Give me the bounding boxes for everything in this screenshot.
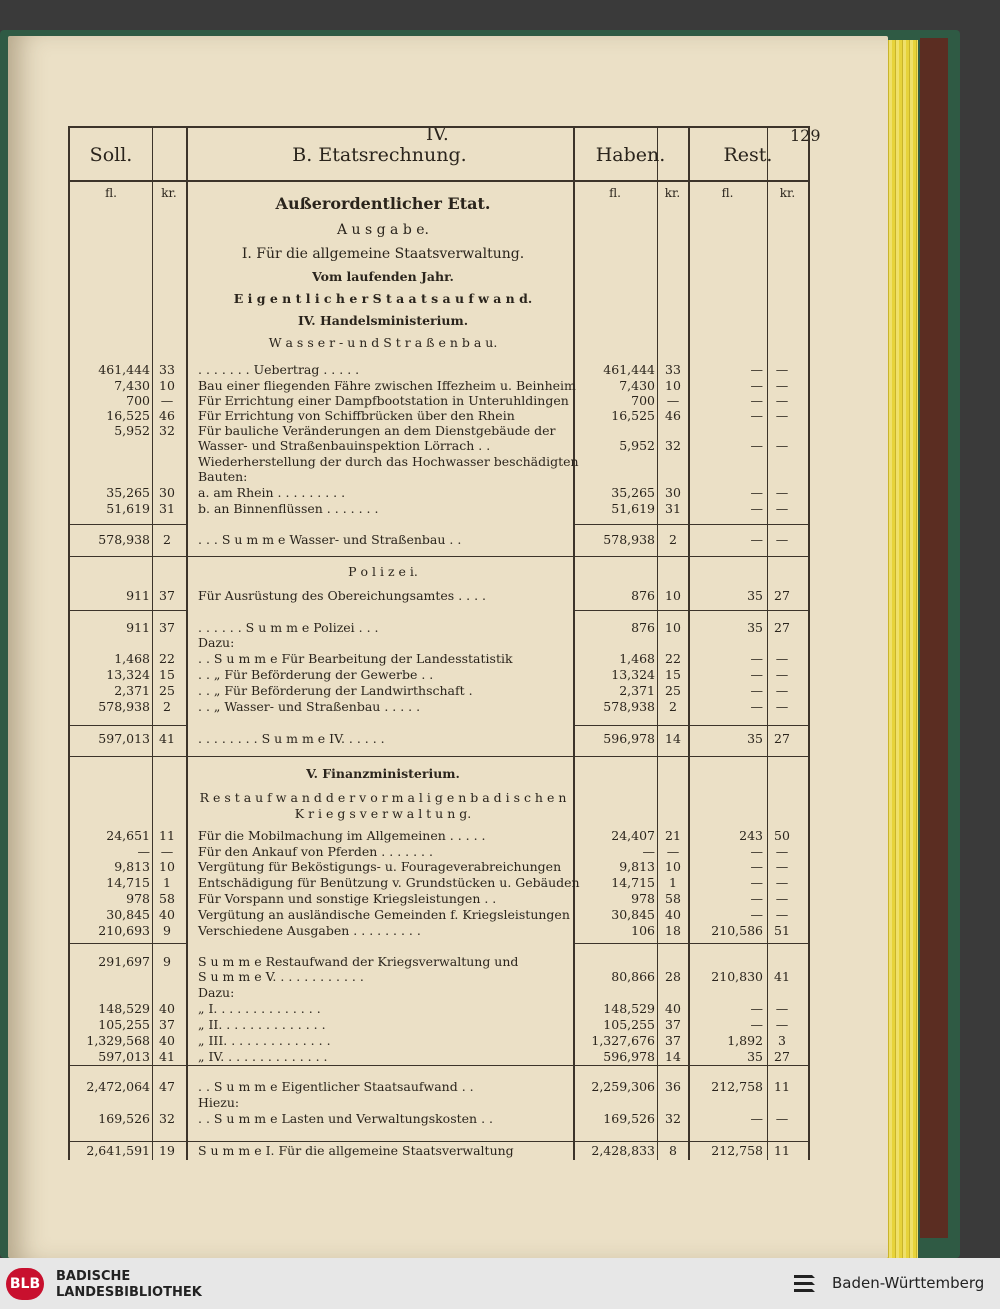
rest-kr: — (775, 907, 789, 922)
table-row (70, 469, 808, 485)
rest-kr: — (775, 1001, 789, 1016)
title-laufendes-jahr: Vom laufenden Jahr. (312, 269, 454, 284)
rest-kr: — (775, 485, 789, 500)
header-soll: Soll. (89, 144, 133, 166)
row-text: . . S u m m e Lasten und Verwaltungskosten . . (198, 1111, 493, 1126)
table-row (70, 923, 808, 939)
rule (70, 524, 186, 525)
rest-kr: 3 (778, 1033, 786, 1048)
rest-kr: 41 (774, 969, 790, 984)
table-row (70, 828, 808, 844)
rest-kr: — (775, 438, 789, 453)
haben-fl: 2,259,306 (591, 1079, 655, 1094)
haben-kr: 28 (665, 969, 681, 984)
haben-fl: 5,952 (619, 438, 655, 453)
table-row (70, 651, 808, 667)
rest-fl: — (750, 1017, 763, 1032)
row-text: „ I. . . . . . . . . . . . . . (198, 1001, 321, 1016)
row-text: . . . . . . S u m m e Polizei . . . (198, 620, 379, 635)
row-text: Entschädigung für Benützung v. Grundstücken u. Gebäuden (198, 875, 580, 890)
table-row (70, 699, 808, 715)
soll-fl: 461,444 (98, 362, 150, 377)
rule (70, 610, 186, 611)
soll-fl: 35,265 (106, 485, 150, 500)
haben-fl: 13,324 (611, 667, 655, 682)
header-haben: Haben. (595, 144, 666, 166)
soll-kr: 46 (159, 408, 175, 423)
subheader-kr: kr. (664, 186, 681, 200)
haben-fl: 876 (631, 588, 655, 603)
haben-kr: 46 (665, 408, 681, 423)
table-row (70, 1095, 808, 1111)
haben-kr: 32 (665, 438, 681, 453)
rule (70, 725, 186, 726)
soll-fl: 30,845 (106, 907, 150, 922)
table-row (70, 875, 808, 891)
soll-fl: 978 (126, 891, 150, 906)
title-ausserordentlich: Außerordentlicher Etat. (275, 194, 491, 213)
rest-kr: — (775, 1111, 789, 1126)
haben-kr: 31 (665, 501, 681, 516)
haben-fl: 14,715 (611, 875, 655, 890)
rest-kr: — (775, 651, 789, 666)
rest-fl: — (750, 501, 763, 516)
haben-fl: 1,468 (619, 651, 655, 666)
soll-kr: 22 (159, 651, 175, 666)
haben-kr: 2 (669, 699, 677, 714)
page-number: 129 (790, 126, 821, 145)
haben-kr: 40 (665, 907, 681, 922)
table-row (70, 859, 808, 875)
row-text: Vergütung für Beköstigungs- u. Fourageverabreichungen (198, 859, 562, 874)
rest-kr: — (775, 891, 789, 906)
rest-kr: — (775, 667, 789, 682)
title-handelsministerium: IV. Handelsministerium. (297, 313, 469, 328)
haben-fl: 596,978 (603, 1049, 655, 1064)
soll-fl: 7,430 (114, 378, 150, 393)
ledger-table (68, 126, 810, 1160)
haben-kr: 14 (665, 1049, 681, 1064)
haben-fl: — (642, 844, 655, 859)
rest-kr: 50 (774, 828, 790, 843)
rest-kr: 27 (774, 588, 790, 603)
soll-kr: 32 (159, 423, 175, 438)
haben-fl: 24,407 (611, 828, 655, 843)
haben-kr: 18 (665, 923, 681, 938)
soll-kr: 19 (159, 1143, 175, 1158)
row-text: Wiederherstellung der durch das Hochwasser beschädigten (198, 454, 579, 469)
section-restaufwand-1: R e s t a u f w a n d d e r v o r m a l i g e n b a d i s c h e n (199, 790, 567, 805)
rest-fl: — (750, 667, 763, 682)
table-row (70, 1033, 808, 1049)
rest-fl: 212,758 (711, 1079, 763, 1094)
row-text: Für bauliche Veränderungen an dem Dienstgebäude der (198, 423, 556, 438)
rest-kr: — (775, 683, 789, 698)
blb-name-line2: LANDESBIBLIOTHEK (56, 1285, 202, 1300)
haben-kr: 37 (665, 1033, 681, 1048)
title-ausgabe: A u s g a b e. (336, 222, 430, 238)
soll-fl: 105,255 (98, 1017, 150, 1032)
rule (70, 556, 808, 557)
haben-fl: 461,444 (603, 362, 655, 377)
table-row (70, 378, 808, 394)
rest-fl: 35 (747, 731, 763, 746)
rule (573, 524, 808, 525)
haben-kr: 10 (665, 378, 681, 393)
title-staatsverwaltung: I. Für die allgemeine Staatsverwaltung. (241, 246, 525, 262)
soll-kr: 47 (159, 1079, 175, 1094)
bw-label: Baden-Württemberg (832, 1274, 985, 1292)
table-row (70, 485, 808, 501)
table-row (70, 1111, 808, 1127)
soll-fl: 169,526 (98, 1111, 150, 1126)
table-row (70, 362, 808, 378)
soll-fl: 911 (126, 620, 150, 635)
rest-fl: — (750, 532, 763, 547)
rest-fl: 35 (747, 1049, 763, 1064)
haben-kr: 32 (665, 1111, 681, 1126)
table-row (70, 1017, 808, 1033)
haben-kr: 22 (665, 651, 681, 666)
rest-kr: — (775, 362, 789, 377)
row-text: Wasser- und Straßenbauinspektion Lörrach . . (198, 438, 491, 453)
table-row (70, 438, 808, 454)
rest-fl: — (750, 683, 763, 698)
subheader-fl: fl. (721, 186, 734, 200)
rule (573, 725, 808, 726)
title-staatsaufwand: E i g e n t l i c h e r S t a a t s a u f w a n d. (233, 291, 533, 306)
header-rest: Rest. (723, 144, 773, 166)
table-row (70, 683, 808, 699)
haben-fl: 596,978 (603, 731, 655, 746)
soll-fl: 148,529 (98, 1001, 150, 1016)
haben-fl: 9,813 (619, 859, 655, 874)
haben-kr: 33 (665, 362, 681, 377)
table-row (70, 393, 808, 409)
row-text: . . . . . . . . S u m m e IV. . . . . . (198, 731, 385, 746)
soll-kr: 10 (159, 859, 175, 874)
header-etatsrechnung: B. Etatsrechnung. (292, 144, 467, 166)
row-text: Für die Mobilmachung im Allgemeinen . . . . . (198, 828, 486, 843)
rest-kr: — (775, 501, 789, 516)
rest-fl: 210,586 (711, 923, 763, 938)
rest-fl: — (750, 699, 763, 714)
row-text: Dazu: (198, 635, 235, 650)
soll-fl: 578,938 (98, 699, 150, 714)
soll-fl: 14,715 (106, 875, 150, 890)
row-text: . . S u m m e Eigentlicher Staatsaufwand . . (198, 1079, 474, 1094)
haben-fl: 578,938 (603, 532, 655, 547)
rule (70, 943, 186, 944)
soll-kr: 32 (159, 1111, 175, 1126)
haben-kr: 58 (665, 891, 681, 906)
rest-fl: 212,758 (711, 1143, 763, 1158)
soll-kr: 10 (159, 378, 175, 393)
rest-fl: — (750, 891, 763, 906)
haben-fl: 700 (631, 393, 655, 408)
soll-fl: 2,371 (114, 683, 150, 698)
row-text: . . . . . . . Uebertrag . . . . . (198, 362, 360, 377)
rest-fl: — (750, 875, 763, 890)
row-text: Für Vorspann und sonstige Kriegsleistungen . . (198, 891, 497, 906)
haben-kr: 15 (665, 667, 681, 682)
rest-kr: — (775, 699, 789, 714)
rule (70, 756, 808, 757)
rest-fl: 35 (747, 588, 763, 603)
haben-kr: 10 (665, 620, 681, 635)
rest-fl: — (750, 859, 763, 874)
rule (573, 943, 808, 944)
rest-fl: — (750, 1001, 763, 1016)
soll-kr: 40 (159, 907, 175, 922)
subheader-kr: kr. (161, 186, 177, 200)
rest-kr: — (775, 393, 789, 408)
haben-fl: 578,938 (603, 699, 655, 714)
table-row (70, 1049, 808, 1065)
soll-kr: 31 (159, 501, 175, 516)
haben-fl: 978 (631, 891, 655, 906)
haben-kr: 21 (665, 828, 681, 843)
rest-kr: — (775, 859, 789, 874)
soll-kr: — (160, 844, 174, 859)
table-row (70, 891, 808, 907)
table-row (70, 532, 808, 548)
row-text: Hiezu: (198, 1095, 240, 1110)
haben-kr: 40 (665, 1001, 681, 1016)
rest-fl: — (750, 1111, 763, 1126)
table-row (70, 954, 808, 970)
rest-kr: 11 (774, 1079, 790, 1094)
table-row (70, 454, 808, 470)
soll-kr: 15 (159, 667, 175, 682)
rest-fl: — (750, 393, 763, 408)
soll-kr: 9 (163, 923, 171, 938)
row-text: . . „ Wasser- und Straßenbau . . . . . (198, 699, 421, 714)
footer-bar (0, 1258, 1000, 1309)
rest-kr: 51 (774, 923, 790, 938)
soll-fl: 597,013 (98, 1049, 150, 1064)
subheader-fl: fl. (105, 186, 117, 200)
row-text: a. am Rhein . . . . . . . . . (198, 485, 346, 500)
soll-fl: 1,468 (114, 651, 150, 666)
table-row (70, 1143, 808, 1159)
soll-kr: 11 (159, 828, 175, 843)
soll-fl: 291,697 (98, 954, 150, 969)
row-text: Verschiedene Ausgaben . . . . . . . . . (198, 923, 421, 938)
haben-fl: 148,529 (603, 1001, 655, 1016)
row-text: . . . S u m m e Wasser- und Straßenbau . . (198, 532, 462, 547)
rest-kr: — (775, 378, 789, 393)
rule (70, 1065, 808, 1066)
rest-fl: — (750, 485, 763, 500)
table-row (70, 667, 808, 683)
haben-kr: 14 (665, 731, 681, 746)
haben-kr: 25 (665, 683, 681, 698)
row-text: . . „ Für Beförderung der Landwirthschaft . (198, 683, 473, 698)
haben-kr: 1 (669, 875, 677, 890)
row-text: „ II. . . . . . . . . . . . . . (198, 1017, 326, 1032)
soll-kr: 41 (159, 731, 175, 746)
table-row (70, 423, 808, 439)
haben-fl: 80,866 (611, 969, 655, 984)
rest-kr: — (775, 1017, 789, 1032)
book-spine-edge (920, 38, 948, 1238)
row-text: S u m m e V. . . . . . . . . . . . (198, 969, 364, 984)
row-text: „ III. . . . . . . . . . . . . . (198, 1033, 331, 1048)
table-row (70, 501, 808, 517)
row-text: Für Ausrüstung des Obereichungsamtes . . . . (198, 588, 487, 603)
haben-fl: 30,845 (611, 907, 655, 922)
rest-fl: — (750, 378, 763, 393)
table-row (70, 1079, 808, 1095)
rest-kr: — (775, 532, 789, 547)
section-restaufwand-2: K r i e g s v e r w a l t u n g. (294, 806, 472, 821)
soll-fl: 51,619 (106, 501, 150, 516)
row-text: Bau einer fliegenden Fähre zwischen Iffezheim u. Beinheim (198, 378, 576, 393)
bw-lions-icon (790, 1270, 820, 1298)
rest-fl: — (750, 438, 763, 453)
haben-kr: 8 (669, 1143, 677, 1158)
row-text: Für Errichtung von Schiffbrücken über den Rhein (198, 408, 515, 423)
soll-kr: 25 (159, 683, 175, 698)
soll-kr: — (160, 393, 174, 408)
rule (70, 180, 808, 182)
rest-kr: — (775, 408, 789, 423)
soll-kr: 2 (163, 699, 171, 714)
haben-fl: 2,428,833 (591, 1143, 655, 1158)
rest-kr: 11 (774, 1143, 790, 1158)
soll-kr: 40 (159, 1001, 175, 1016)
row-text: . . S u m m e Für Bearbeitung der Landesstatistik (198, 651, 513, 666)
rest-kr: — (775, 844, 789, 859)
table-row (70, 907, 808, 923)
row-text: Für den Ankauf von Pferden . . . . . . . (198, 844, 433, 859)
haben-kr: 37 (665, 1017, 681, 1032)
rest-kr: 27 (774, 731, 790, 746)
subheader-fl: fl. (609, 186, 621, 200)
haben-kr: — (666, 844, 680, 859)
soll-fl: 700 (126, 393, 150, 408)
soll-fl: — (137, 844, 150, 859)
soll-fl: 9,813 (114, 859, 150, 874)
row-text: „ IV. . . . . . . . . . . . . . (198, 1049, 328, 1064)
table-row (70, 408, 808, 424)
haben-kr: 10 (665, 588, 681, 603)
table-row (70, 1001, 808, 1017)
blb-name-line1: BADISCHE (56, 1269, 131, 1284)
rest-fl: — (750, 362, 763, 377)
soll-kr: 40 (159, 1033, 175, 1048)
haben-fl: 1,327,676 (591, 1033, 655, 1048)
running-head-section: IV. (426, 124, 449, 145)
haben-fl: 106 (631, 923, 655, 938)
soll-kr: 37 (159, 620, 175, 635)
soll-kr: 30 (159, 485, 175, 500)
soll-fl: 2,472,064 (86, 1079, 150, 1094)
haben-kr: 36 (665, 1079, 681, 1094)
soll-fl: 16,525 (106, 408, 150, 423)
rest-kr: — (775, 875, 789, 890)
table-row (70, 731, 808, 747)
soll-kr: 9 (163, 954, 171, 969)
row-text: b. an Binnenflüssen . . . . . . . (198, 501, 379, 516)
table-row (70, 844, 808, 860)
rest-fl: 1,892 (727, 1033, 763, 1048)
rest-fl: 35 (747, 620, 763, 635)
soll-kr: 1 (163, 875, 171, 890)
haben-fl: 169,526 (603, 1111, 655, 1126)
table-row (70, 985, 808, 1001)
rest-fl: 210,830 (711, 969, 763, 984)
table-row (70, 588, 808, 604)
row-text: S u m m e Restaufwand der Kriegsverwaltung und (198, 954, 519, 969)
rest-fl: — (750, 408, 763, 423)
soll-kr: 33 (159, 362, 175, 377)
soll-kr: 37 (159, 588, 175, 603)
row-text: . . „ Für Beförderung der Gewerbe . . (198, 667, 434, 682)
soll-kr: 41 (159, 1049, 175, 1064)
blb-logo: BLB (6, 1268, 44, 1300)
haben-kr: 2 (669, 532, 677, 547)
table-row (70, 620, 808, 636)
rest-fl: — (750, 651, 763, 666)
soll-fl: 210,693 (98, 923, 150, 938)
section-polizei: P o l i z e i. (348, 564, 418, 579)
haben-fl: 2,371 (619, 683, 655, 698)
soll-fl: 597,013 (98, 731, 150, 746)
rest-fl: — (750, 907, 763, 922)
section-finanzministerium: V. Finanzministerium. (306, 766, 460, 781)
row-text: Dazu: (198, 985, 235, 1000)
rule (573, 610, 808, 611)
haben-fl: 35,265 (611, 485, 655, 500)
soll-kr: 37 (159, 1017, 175, 1032)
rest-kr: 27 (774, 1049, 790, 1064)
row-text: S u m m e I. Für die allgemeine Staatsverwaltung (198, 1143, 514, 1158)
haben-fl: 51,619 (611, 501, 655, 516)
soll-fl: 1,329,568 (86, 1033, 150, 1048)
haben-fl: 7,430 (619, 378, 655, 393)
row-text: Bauten: (198, 469, 248, 484)
haben-fl: 16,525 (611, 408, 655, 423)
title-wasserbau: W a s s e r - u n d S t r a ß e n b a u. (268, 335, 498, 350)
row-text: Vergütung an ausländische Gemeinden f. Kriegsleistungen (198, 907, 570, 922)
haben-kr: 30 (665, 485, 681, 500)
soll-fl: 578,938 (98, 532, 150, 547)
soll-kr: 2 (163, 532, 171, 547)
table-row (70, 635, 808, 651)
rule (70, 1141, 808, 1142)
soll-fl: 2,641,591 (86, 1143, 150, 1158)
row-text: Für Errichtung einer Dampfbootstation in Unteruhldingen (198, 393, 569, 408)
soll-fl: 5,952 (114, 423, 150, 438)
soll-kr: 58 (159, 891, 175, 906)
soll-fl: 24,651 (106, 828, 150, 843)
rest-kr: 27 (774, 620, 790, 635)
haben-fl: 105,255 (603, 1017, 655, 1032)
haben-kr: — (666, 393, 680, 408)
soll-fl: 911 (126, 588, 150, 603)
rest-fl: — (750, 844, 763, 859)
haben-fl: 876 (631, 620, 655, 635)
haben-kr: 10 (665, 859, 681, 874)
soll-fl: 13,324 (106, 667, 150, 682)
subheader-kr: kr. (779, 186, 796, 200)
rest-fl: 243 (739, 828, 763, 843)
table-row (70, 969, 808, 985)
